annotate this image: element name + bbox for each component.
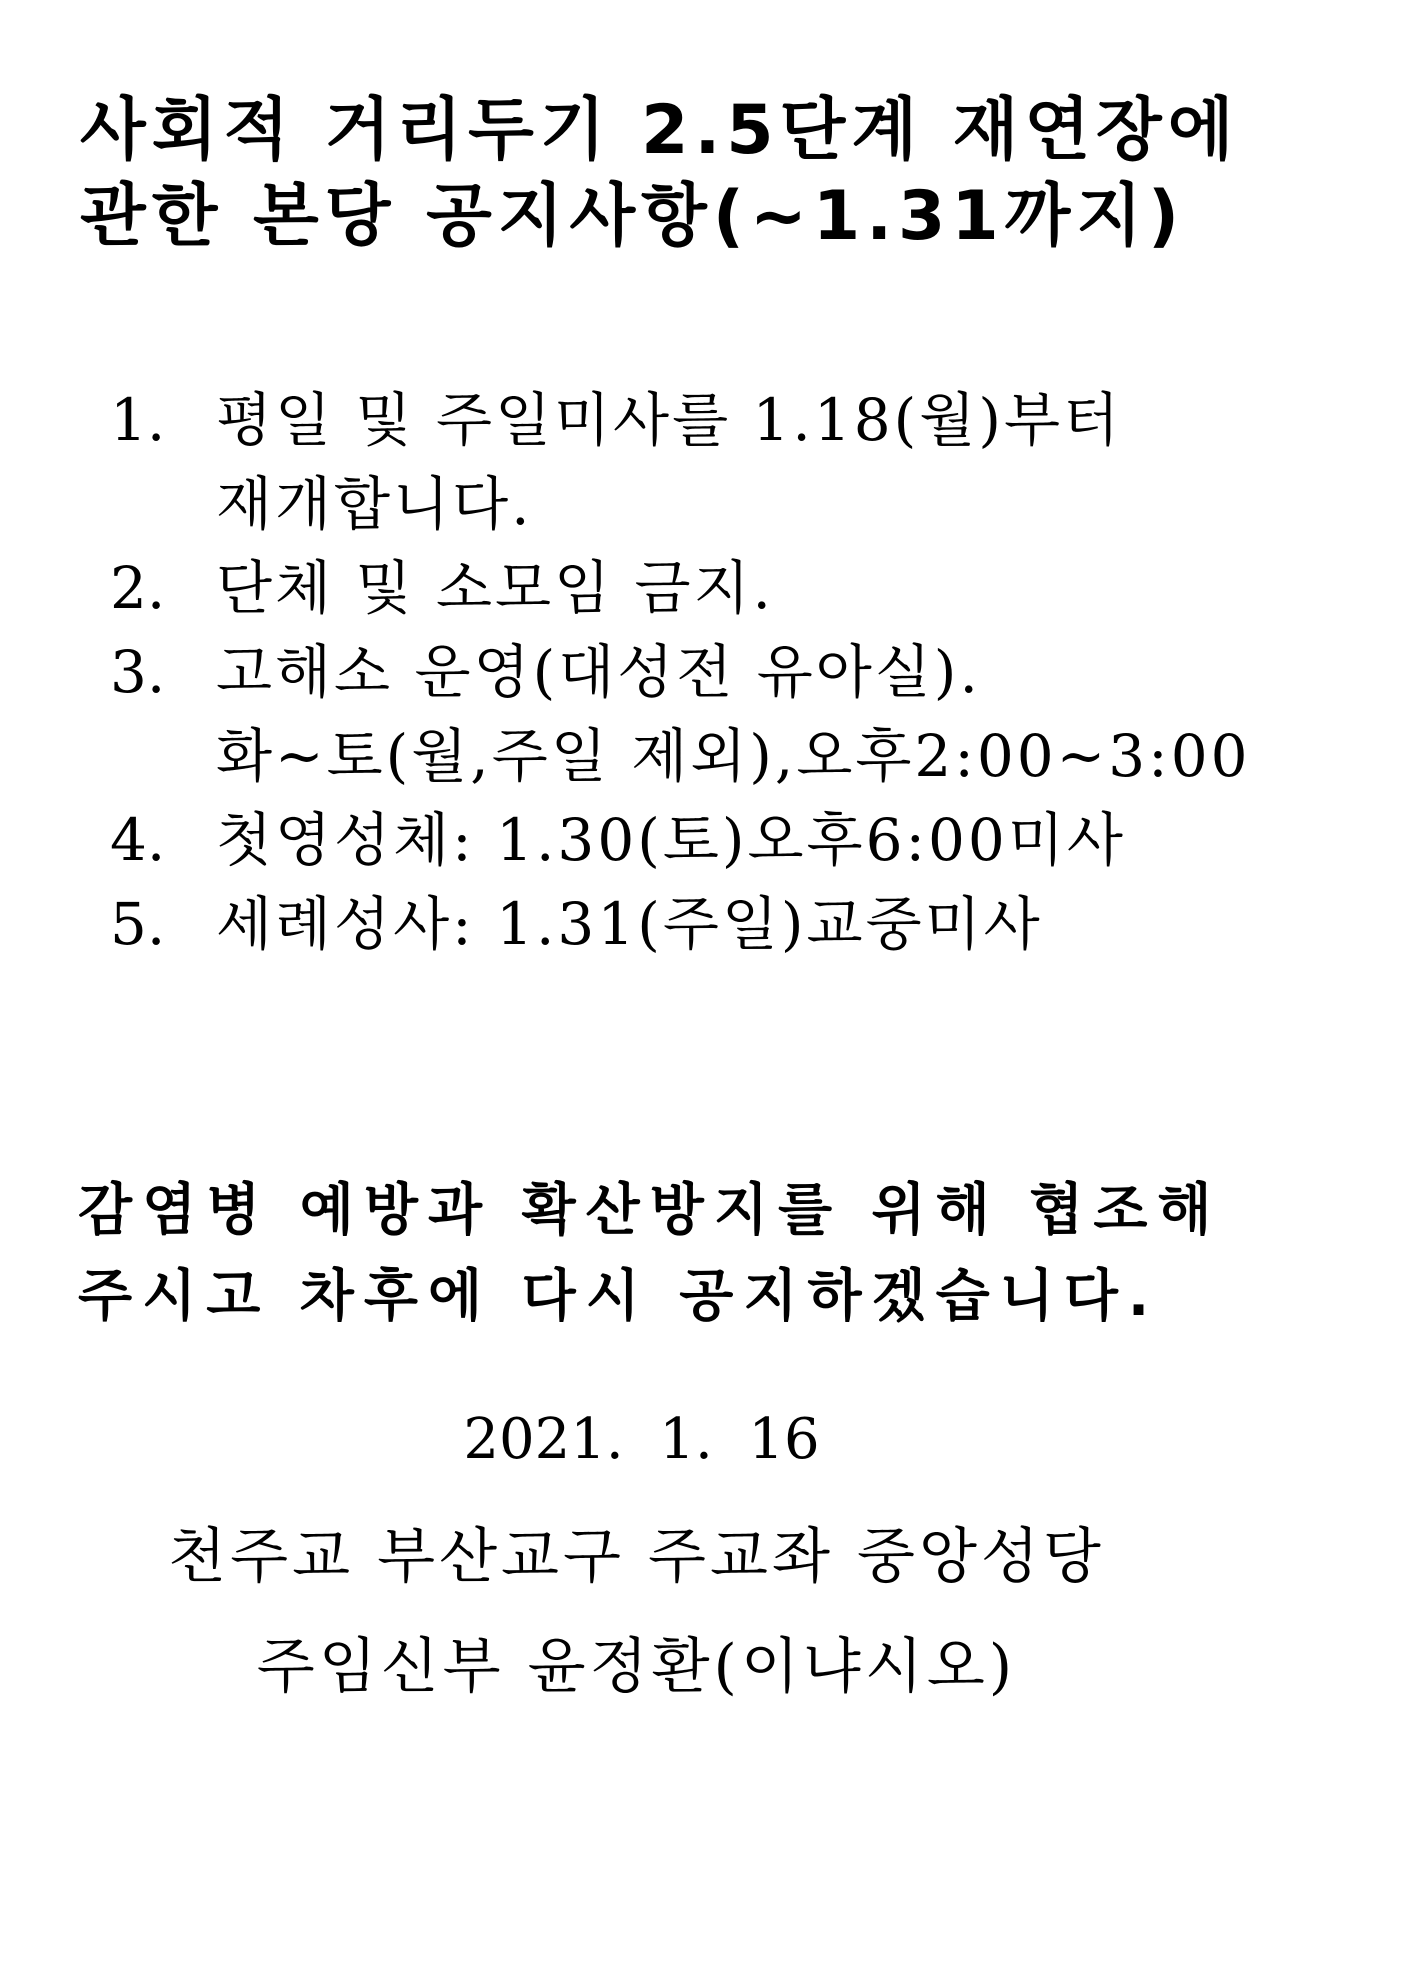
notice-item-4 — [110, 798, 1370, 882]
item-body — [216, 378, 1122, 546]
notice-item-3 — [110, 630, 1370, 798]
item-number: 1. — [110, 386, 166, 454]
item-body — [216, 630, 1251, 798]
closing-message-line-1: 감염병 예방과 확산방지를 위해 협조해 — [78, 1178, 1222, 1243]
signature-block — [0, 1502, 1403, 1722]
notice-title — [80, 88, 1340, 260]
notice-title-line-2: 관한 본당 공지사항(~1.31까지) — [80, 177, 1186, 256]
notice-item-5 — [110, 882, 1370, 966]
closing-message — [78, 1168, 1358, 1340]
item-text-line: 재개합니다. — [216, 470, 533, 538]
notice-item-2 — [110, 546, 1370, 630]
parish-name: 천주교 부산교구 주교좌 중앙성당 — [168, 1522, 1105, 1592]
item-text-line: 고해소 운영(대성전 유아실). — [216, 638, 981, 706]
item-body — [216, 882, 1043, 966]
notice-items-list — [110, 378, 1370, 966]
item-number: 5. — [110, 890, 166, 958]
item-body — [216, 798, 1126, 882]
item-text-line: 화~토(월,주일 제외),오후2:00~3:00 — [216, 722, 1251, 790]
notice-item-1 — [110, 378, 1370, 546]
item-text-line: 첫영성체: 1.30(토)오후6:00미사 — [216, 806, 1126, 874]
item-number: 4. — [110, 806, 166, 874]
notice-title-line-1: 사회적 거리두기 2.5단계 재연장에 — [80, 91, 1240, 170]
item-text-line: 세례성사: 1.31(주일)교중미사 — [216, 890, 1043, 958]
item-number: 3. — [110, 638, 166, 706]
item-text-line: 단체 및 소모임 금지. — [216, 554, 774, 622]
item-body — [216, 546, 774, 630]
closing-message-line-2: 주시고 차후에 다시 공지하겠습니다. — [78, 1264, 1160, 1329]
item-text-line: 평일 및 주일미사를 1.18(월)부터 — [216, 386, 1123, 454]
item-number: 2. — [110, 554, 166, 622]
notice-date: 2021. 1. 16 — [463, 1407, 820, 1472]
pastor-name: 주임신부 윤정환(이냐시오) — [256, 1632, 1017, 1702]
